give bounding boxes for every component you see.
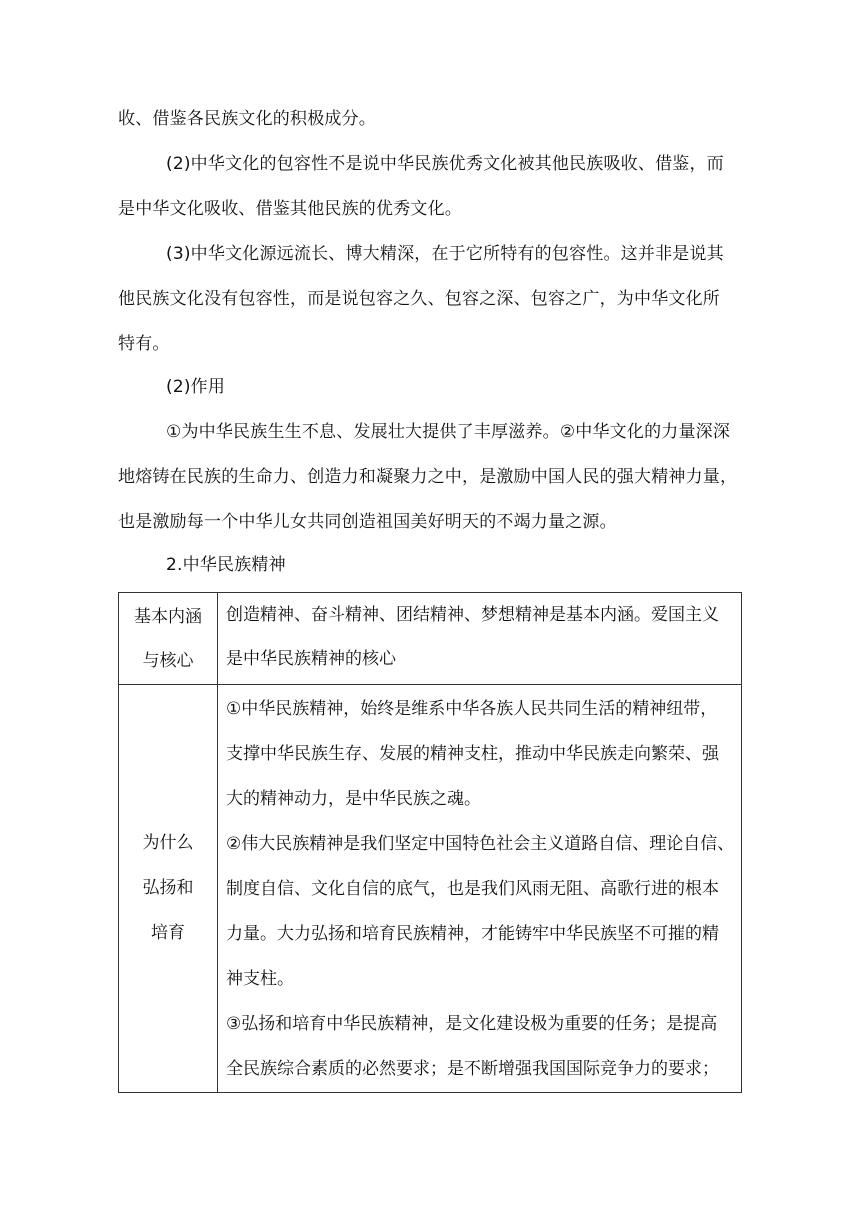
cell-line: 力量。大力弘扬和培育民族精神，才能铸牢中华民族坚不可摧的精 <box>226 924 719 944</box>
text-line: (3)中华文化源远流长、博大精深，在于它所特有的包容性。这并非是说其 <box>166 244 724 264</box>
cell-line: 为什么 <box>142 833 194 853</box>
paragraph-point-3 <box>118 232 742 367</box>
cell-line: 培育 <box>151 923 185 943</box>
cell-line: 创造精神、奋斗精神、团结精神、梦想精神是基本内涵。爱国主义 <box>226 605 719 625</box>
table-row <box>119 685 742 1093</box>
cell-line: 弘扬和 <box>142 878 194 898</box>
cell-line: 全民族综合素质的必然要求；是不断增强我国国际竞争力的要求； <box>226 1059 719 1079</box>
text-line: 特有。 <box>118 334 170 354</box>
text-line: 2.中华民族精神 <box>166 555 286 575</box>
national-spirit-table <box>118 592 742 1093</box>
text-line: (2)作用 <box>166 377 226 397</box>
cell-line: 与核心 <box>142 650 194 671</box>
cell-line: 支撑中华民族生存、发展的精神支柱，推动中华民族走向繁荣、强 <box>226 744 719 764</box>
text-line: 是中华文化吸收、借鉴其他民族的优秀文化。 <box>118 199 462 219</box>
section-heading-function <box>118 365 742 410</box>
table-header-cell <box>119 593 218 685</box>
text-line: ①为中华民族生生不息、发展壮大提供了丰厚滋养。②中华文化的力量深深 <box>166 422 731 442</box>
cell-line: 神支柱。 <box>226 969 294 989</box>
table-header-cell <box>119 685 218 1093</box>
table-row <box>119 593 742 685</box>
cell-line: 是中华民族精神的核心 <box>226 649 396 669</box>
cell-line: ③弘扬和培育中华民族精神，是文化建设极为重要的任务；是提高 <box>226 1014 718 1034</box>
table-body-cell <box>218 685 742 1093</box>
text-line: (2)中华文化的包容性不是说中华民族优秀文化被其他民族吸收、借鉴，而 <box>166 154 724 174</box>
text-line: 也是激励每一个中华儿女共同创造祖国美好明天的不竭力量之源。 <box>118 512 617 532</box>
cell-line: 基本内涵 <box>134 606 202 627</box>
text-line: 他民族文化没有包容性，而是说包容之久、包容之深、包容之广，为中华文化所 <box>118 289 720 309</box>
table-body-cell <box>218 593 742 685</box>
section-heading-national-spirit <box>118 543 742 588</box>
paragraph-continuation <box>118 97 742 142</box>
text-line: 收、借鉴各民族文化的积极成分。 <box>118 109 376 129</box>
paragraph-point-2 <box>118 142 742 232</box>
cell-line: 制度自信、文化自信的底气，也是我们风雨无阻、高歌行进的根本 <box>226 879 719 899</box>
cell-line: ②伟大民族精神是我们坚定中国特色社会主义道路自信、理论自信、 <box>226 834 735 854</box>
paragraph-function <box>118 410 742 545</box>
text-line: 地熔铸在民族的生命力、创造力和凝聚力之中，是激励中国人民的强大精神力量， <box>118 467 738 487</box>
cell-line: ①中华民族精神，始终是维系中华各族人民共同生活的精神纽带， <box>226 699 718 719</box>
cell-line: 大的精神动力，是中华民族之魂。 <box>226 789 481 809</box>
